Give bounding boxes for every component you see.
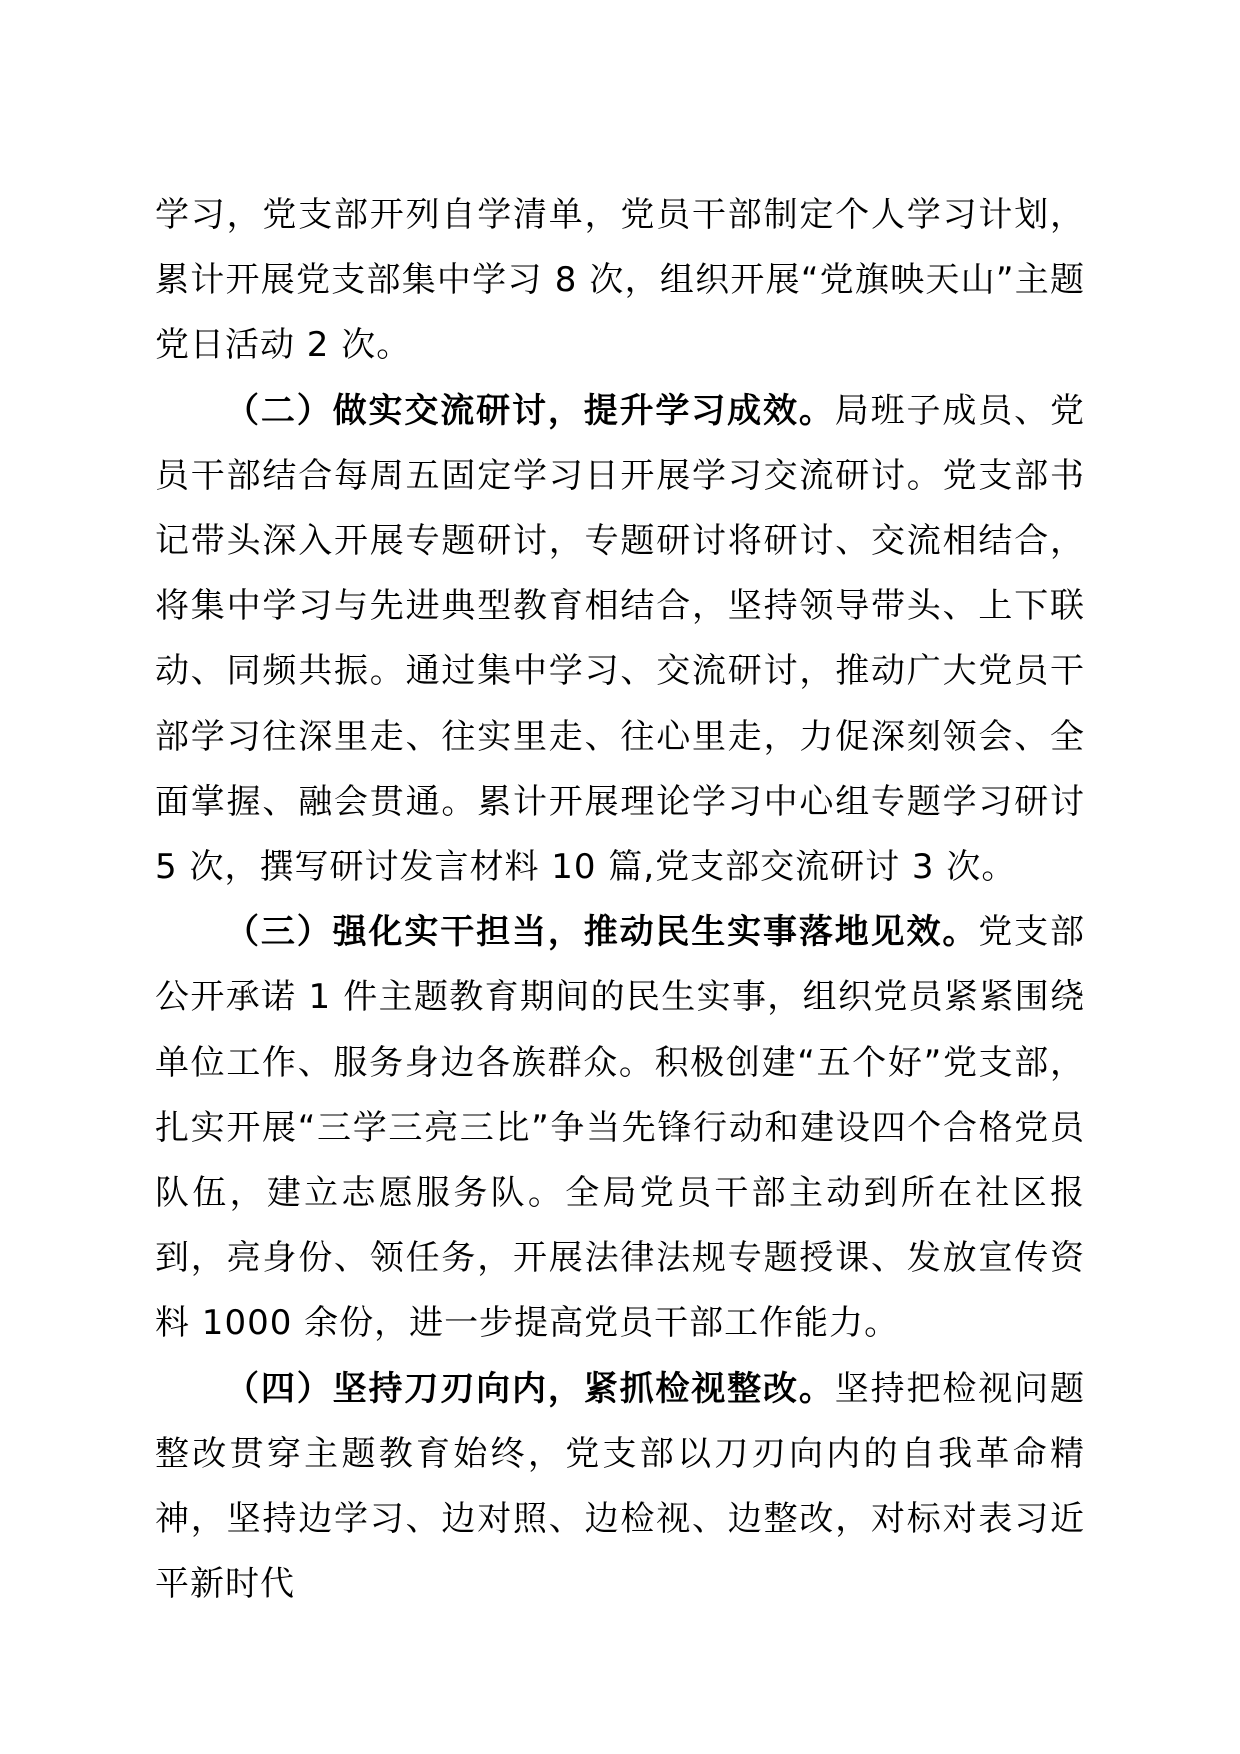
paragraph-text: 坚持把检视问题整改贯穿主题教育始终，党支部以刀刃向内的自我革命精神，坚持边学习、边对照、边检视、边整改，对标对表习近平新时代 — [155, 1368, 1085, 1605]
section-heading: （四）坚持刀刃向内，紧抓检视整改。 — [225, 1368, 835, 1409]
paragraph-continuation — [155, 183, 1085, 379]
paragraph-text: 局班子成员、党员干部结合每周五固定学习日开展学习交流研讨。党支部书记带头深入开展专题研讨，专题研讨将研讨、交流相结合，将集中学习与先进典型教育相结合，坚持领导带头、上下联动、同频共振。通过集中学习、交流研讨，推动广大党员干部学习往深里走、往实里走、往心里走，力促深刻领会、全面掌握、融会贯通。累计开展理论学习中心组专题学习研讨 5 次，撰写研讨发言材料 10 篇,党支部交流研讨 3 次。 — [155, 390, 1085, 888]
paragraph-text: 学习，党支部开列自学清单，党员干部制定个人学习计划，累计开展党支部集中学习 8 次，组织开展“党旗映天山”主题党日活动 2 次。 — [155, 195, 1085, 366]
paragraph-text: 党支部公开承诺 1 件主题教育期间的民生实事，组织党员紧紧围绕单位工作、服务身边各族群众。积极创建“五个好”党支部，扎实开展“三学三亮三比”争当先锋行动和建设四个合格党员队伍，建立志愿服务队。全局党员干部主动到所在社区报到，亮身份、领任务，开展法律法规专题授课、发放宣传资料 1000 余份，进一步提高党员干部工作能力。 — [155, 912, 1086, 1344]
section-heading: （三）强化实干担当，推动民生实事落地见效。 — [225, 912, 979, 953]
paragraph-section-4 — [155, 1357, 1085, 1618]
paragraph-section-2 — [155, 379, 1085, 901]
section-heading: （二）做实交流研讨，提升学习成效。 — [225, 390, 835, 431]
document-body — [155, 183, 1085, 1617]
paragraph-section-3 — [155, 900, 1085, 1356]
